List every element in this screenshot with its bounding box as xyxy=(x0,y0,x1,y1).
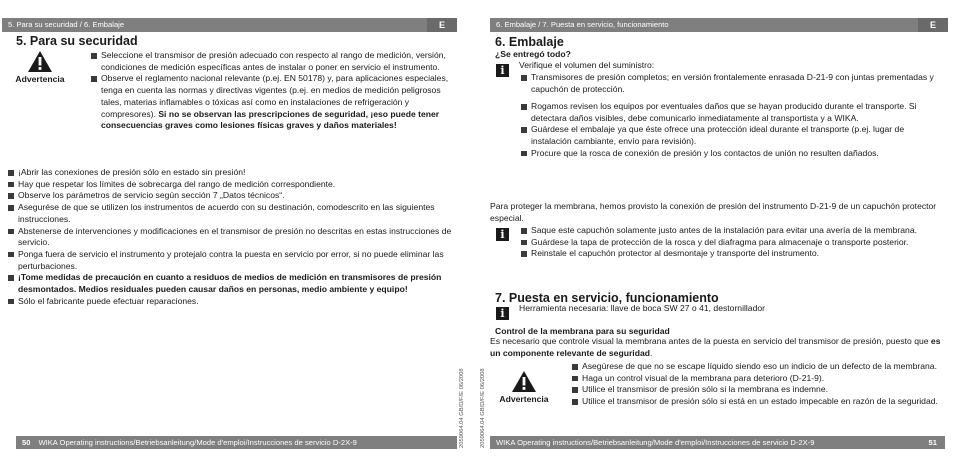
list-item: Procure que la rosca de conexión de presión y los contactos de unión no resulten dañados. xyxy=(521,148,946,160)
list-item: Hay que respetar los límites de sobrecarga del rango de medición correspondiente. xyxy=(8,179,460,191)
delivery-list xyxy=(521,72,946,95)
info-icon: i xyxy=(496,307,509,320)
right-language-tab: E xyxy=(918,18,948,32)
right-warning-block xyxy=(494,370,554,404)
right-warning-label: Advertencia xyxy=(499,394,549,404)
left-doc-code: 2059064.04 GB/D/F/E 06/2008 xyxy=(459,368,465,448)
membrane-list xyxy=(521,225,946,260)
section-5-title: 5. Para su securidad xyxy=(16,34,138,48)
right-doc-code: 2059064.04 GB/D/F/E 06/2008 xyxy=(480,368,486,448)
section-6-title: 6. Embalaje xyxy=(495,35,564,49)
list-item: ¡Abrir las conexiones de presión sólo en estado sin presión! xyxy=(8,167,460,179)
info-icon: i xyxy=(496,64,509,77)
section-6-subtitle: ¿Se entregó todo? xyxy=(495,49,571,59)
list-item: Asegúrese de que no se escape líquido siendo eso un indicio de un defecto de la membrana. xyxy=(572,361,946,373)
left-header-text: 5. Para su securidad / 6. Embalaje xyxy=(8,20,125,29)
right-header-bar xyxy=(490,18,948,32)
list-item: Asegurése de que se utilizen los instrumentos de acuerdo con su destinación, comodescrito en las siguientes instrucciones. xyxy=(8,202,460,225)
list-item: Guárdese el embalaje ya que éste ofrece una protección ideal durante el transporte (p.ej. lugar de instalación cambiante, envío para revisión). xyxy=(521,124,946,147)
list-item: Haga un control visual de la membrana para deterioro (D-21-9). xyxy=(572,373,946,385)
list-item: Observe el reglamento nacional relevante (p.ej. EN 50178) y, para aplicaciones especiales, tenga en cuenta las normas y directivas vigentes (p.ej. en medios de medición peligrosos tales, materias inflamables o tóxicas así como en instalaciones de refrigeración y compresores). Si no se observan las prescripciones de seguridad, ¡eso puede tener consecuencias graves como lesiones físicas graves y daños materiales! xyxy=(91,73,453,132)
list-item: Reinstale el capuchón protector al desmontaje y transporte del instrumento. xyxy=(521,248,946,260)
list-item: Ponga fuera de servicio el instrumento y protejalo contra la puesta en servicio por error, si no puede eliminar las perturbaciones. xyxy=(8,249,460,272)
left-page xyxy=(0,0,468,471)
damage-list xyxy=(521,101,946,160)
info-icon: i xyxy=(496,228,509,241)
left-warning-label: Advertencia xyxy=(15,74,65,84)
left-footer-text: WIKA Operating instructions/Betriebsanleitung/Mode d'emploi/Instrucciones de servicio D-2X-9 xyxy=(38,438,357,447)
left-warning-block xyxy=(10,50,70,84)
warning-bold-text: Si no se observan las prescripciones de seguridad, ¡eso puede tener consecuencias graves como lesiones físicas graves y daños materiales! xyxy=(101,108,440,131)
list-item: Utilice el transmisor de presión sólo si la membrana es indemne. xyxy=(572,384,946,396)
section-7-subtitle: Control de la membrana para su seguridad xyxy=(495,326,670,336)
list-item: Observe los parámetros de servicio según sección 7 „Datos técnicos“. xyxy=(8,190,460,202)
list-item: Utilice el transmisor de presión sólo si está en un estado impecable en razón de la seguridad. xyxy=(572,396,946,408)
right-page-number: 51 xyxy=(928,438,937,447)
list-item: Rogamos revisen los equipos por eventuales daños que se hayan producido durante el transporte. Si detectara daños visibles, debe comunicarlo inmediatamente al transportista y a WIKA. xyxy=(521,101,946,124)
left-language-tab: E xyxy=(427,18,457,32)
left-page-number: 50 xyxy=(22,438,31,447)
control-text: Es necesario que controle visual la membrana antes de la puesta en servicio del transmisor de presión, puesto que es un componente relevante de seguridad. xyxy=(490,336,941,358)
warning-triangle-icon xyxy=(511,370,537,393)
list-item: Saque este capuchón solamente justo antes de la instalación para evitar una avería de la membrana. xyxy=(521,225,946,237)
list-item: Sólo el fabricante puede efectuar reparaciones. xyxy=(8,296,460,308)
list-item: ¡Tome medidas de precaución en cuanto a residuos de medios de medición en transmisores de presión desmontados. Medios residuales pueden causar daños en personas, medio ambiente y equipo! xyxy=(8,272,460,295)
list-item: Seleccione el transmisor de presión adecuado con respecto al rango de medición, versión, condiciones de medición específicas antes de instalar o poner en servicio el instrumento. xyxy=(91,50,453,73)
right-footer-bar xyxy=(490,436,945,449)
tools-text: Herramienta necesaria: llave de boca SW 27 o 41, destornillador xyxy=(519,303,766,313)
right-page xyxy=(480,0,954,471)
left-footer-bar xyxy=(16,436,457,449)
left-safety-list xyxy=(8,167,460,307)
section-7-title: 7. Puesta en servicio, funcionamiento xyxy=(495,291,719,305)
right-footer-text: WIKA Operating instructions/Betriebsanleitung/Mode d'emploi/Instrucciones de servicio D-2X-9 xyxy=(496,438,815,447)
list-item: Guárdese la tapa de protección de la rosca y del diafragma para almacenaje o transporte posterior. xyxy=(521,237,946,249)
left-warning-list xyxy=(91,50,453,132)
right-warning-list xyxy=(572,361,946,408)
warning-triangle-icon xyxy=(27,50,53,73)
membrane-intro: Para proteger la membrana, hemos provisto la conexión de presión del instrumento D-21-9 de un capuchón protector especial. xyxy=(490,201,937,223)
right-header-text: 6. Embalaje / 7. Puesta en servicio, funcionamiento xyxy=(496,20,669,29)
control-bold-text: es un componente relevante de seguridad xyxy=(490,336,941,358)
list-item: Transmisores de presión completos; en versión frontalemente enrasada D-21-9 con juntas prementadas y capuchón de protección. xyxy=(521,72,946,95)
list-item: Abstenerse de intervenciones y modificaciones en el transmisor de presión no descritas en estas instrucciones de servicio. xyxy=(8,226,460,249)
left-header-bar xyxy=(2,18,457,32)
verify-text: Verifique el volumen del suministro: xyxy=(519,60,655,70)
